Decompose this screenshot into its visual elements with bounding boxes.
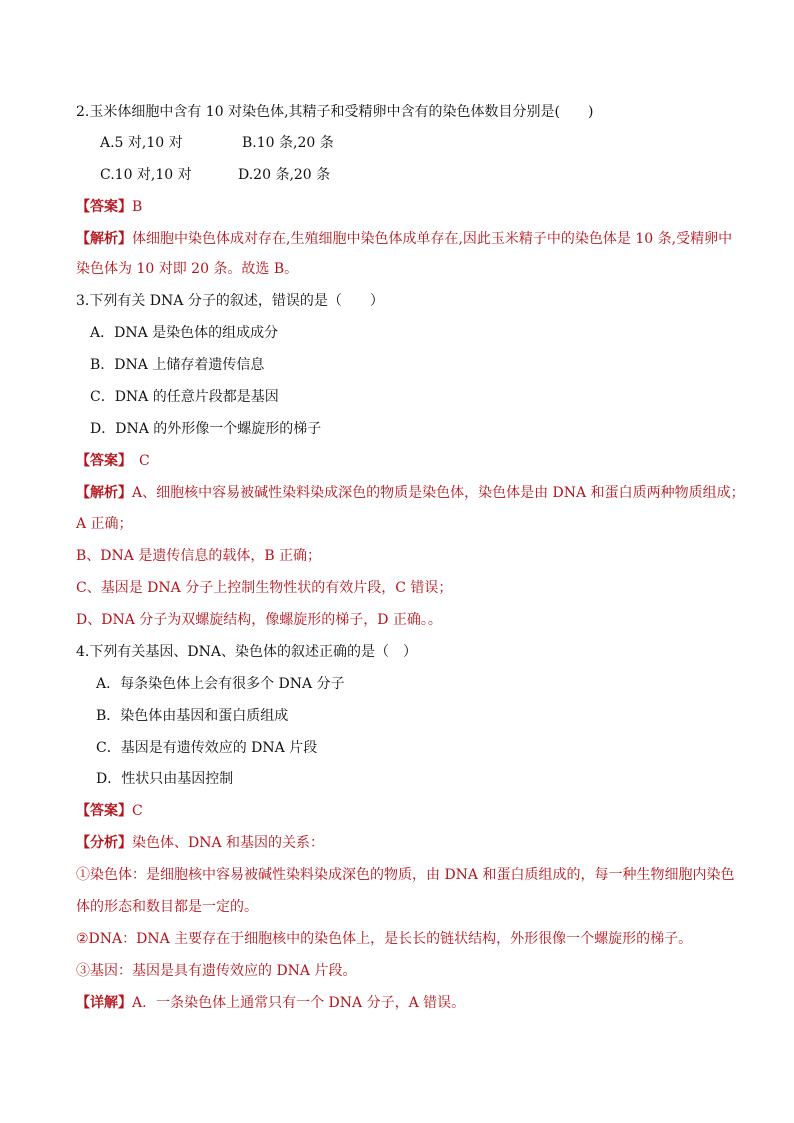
- q4-fenxi-intro: [76, 833, 324, 853]
- q2-option-d: D.20 条,20 条: [238, 167, 331, 183]
- q4-stem: 4.下列有关基因、DNA、染色体的叙述正确的是（ ）: [76, 644, 417, 660]
- q4-xiangjie-line-1: [76, 993, 465, 1013]
- xiangjie-tag: 【详解】: [76, 995, 132, 1011]
- q3-answer: [76, 451, 150, 471]
- q3-option-d: D．DNA 的外形像一个螺旋形的梯子: [90, 421, 322, 437]
- q3-analysis-line-4: C、基因是 DNA 分子上控制生物性状的有效片段，C 错误；: [76, 580, 453, 596]
- q3-analysis-line-5: D、DNA 分子为双螺旋结构，像螺旋形的梯子，D 正确。。: [76, 612, 442, 628]
- q4-option-c: C．基因是有遗传效应的 DNA 片段: [96, 740, 318, 756]
- q3-analysis-line-1: [76, 483, 745, 503]
- q4-fenxi-item-3: ③基因：基因是具有遗传效应的 DNA 片段。: [76, 963, 357, 979]
- q3-option-c: C．DNA 的任意片段都是基因: [90, 389, 279, 405]
- q4-answer: [76, 801, 143, 821]
- fenxi-intro-text: 染色体、DNA 和基因的关系：: [132, 835, 325, 851]
- answer-tag: 【答案】: [76, 199, 132, 215]
- answer-value: B: [132, 199, 143, 215]
- q2-analysis-line-2: 染色体为 10 对即 20 条。故选 B。: [76, 261, 299, 277]
- q3-analysis-line-3: B、DNA 是遗传信息的载体，B 正确；: [76, 548, 322, 564]
- q2-analysis-line-1: [76, 229, 732, 249]
- answer-value: C: [132, 803, 143, 819]
- q3-option-b: B．DNA 上储存着遗传信息: [90, 357, 265, 373]
- analysis-tag: 【解析】: [76, 231, 132, 247]
- q3-option-a: A．DNA 是染色体的组成成分: [90, 325, 279, 341]
- q2-option-b: B.10 条,20 条: [242, 135, 334, 151]
- q4-option-d: D．性状只由基因控制: [96, 771, 234, 787]
- answer-tag: 【答案】: [76, 453, 125, 469]
- q4-option-a: A．每条染色体上会有很多个 DNA 分子: [96, 676, 345, 692]
- q2-option-c: C.10 对,10 对: [100, 167, 192, 183]
- q4-option-b: B．染色体由基因和蛋白质组成: [96, 708, 289, 724]
- answer-tag: 【答案】: [76, 803, 132, 819]
- analysis-text: 体细胞中染色体成对存在,生殖细胞中染色体成单存在,因此玉米精子中的染色体是 10 条,受精卵中: [132, 231, 733, 247]
- q3-analysis-line-2: A 正确；: [76, 516, 133, 532]
- q2-option-a: A.5 对,10 对: [100, 135, 183, 151]
- answer-value: C: [125, 453, 150, 469]
- q3-stem: 3.下列有关 DNA 分子的叙述，错误的是（ ）: [76, 293, 384, 309]
- q2-stem: 2.玉米体细胞中含有 10 对染色体,其精子和受精卵中含有的染色体数目分别是( ): [76, 104, 594, 120]
- q4-fenxi-item-1b: 体的形态和数目都是一定的。: [76, 899, 258, 915]
- xiangjie-text: A．一条染色体上通常只有一个 DNA 分子，A 错误。: [132, 995, 466, 1011]
- analysis-tag: 【解析】: [76, 485, 132, 501]
- q4-fenxi-item-2: ②DNA：DNA 主要存在于细胞核中的染色体上，是长长的链状结构，外形很像一个螺旋形的梯子。: [76, 931, 693, 947]
- analysis-text: A、细胞核中容易被碱性染料染成深色的物质是染色体，染色体是由 DNA 和蛋白质两种物质组成；: [132, 485, 745, 501]
- fenxi-tag: 【分析】: [76, 835, 132, 851]
- q2-answer: [76, 197, 142, 217]
- q4-fenxi-item-1a: ①染色体：是细胞核中容易被碱性染料染成深色的物质，由 DNA 和蛋白质组成的，每一种生物细胞内染色: [76, 867, 735, 883]
